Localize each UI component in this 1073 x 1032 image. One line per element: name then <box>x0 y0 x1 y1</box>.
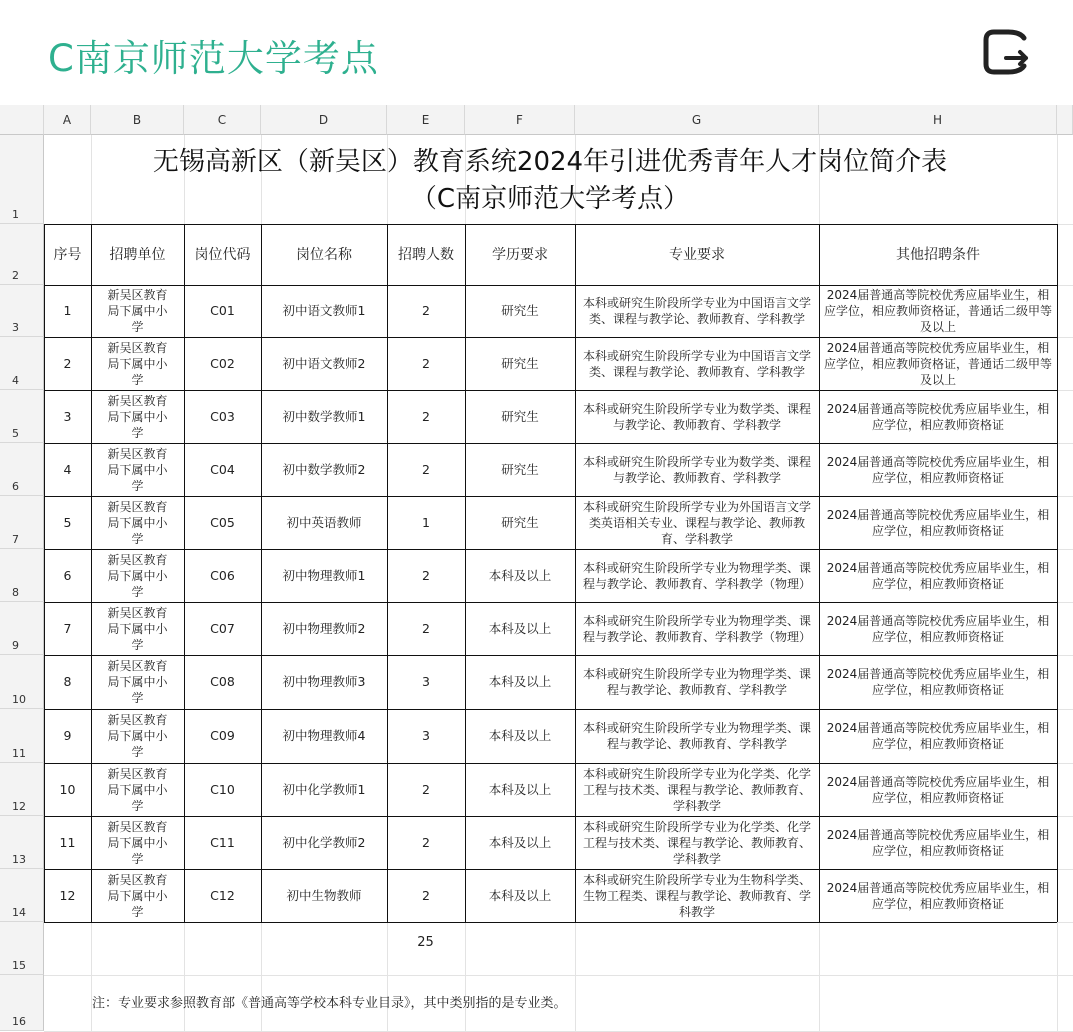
row-header-3[interactable] <box>0 285 44 337</box>
row-number: 6 <box>12 480 19 493</box>
table-border <box>1057 224 1058 922</box>
table-cell[interactable]: 初中英语教师 <box>286 514 362 530</box>
row-number: 1 <box>12 208 19 221</box>
table-cell[interactable]: 本科或研究生阶段所学专业为数学类、课程与教学论、教师教育、学科教学 <box>582 401 811 432</box>
row-header-5[interactable] <box>0 390 44 443</box>
table-border <box>44 549 1057 550</box>
table-cell[interactable]: 初中物理教师1 <box>282 567 366 583</box>
table-cell[interactable]: 初中物理教师4 <box>282 728 366 743</box>
table-cell[interactable]: 本科及以上 <box>488 567 552 583</box>
table-cell[interactable]: 研究生 <box>501 303 539 318</box>
row-number: 8 <box>12 586 19 599</box>
table-header-cell[interactable]: 序号 <box>53 246 82 263</box>
column-header-blank <box>1057 105 1073 135</box>
table-cell[interactable]: 3 <box>422 728 430 743</box>
column-header-a[interactable]: A <box>44 105 91 135</box>
table-cell[interactable]: 2 <box>422 355 430 371</box>
table-cell[interactable]: 初中数学教师1 <box>282 408 366 424</box>
table-cell[interactable]: 新吴区教育局下属中小学 <box>107 340 168 387</box>
table-border <box>44 224 45 922</box>
table-border <box>44 922 1057 923</box>
row-header-13[interactable] <box>0 816 44 869</box>
row-header-7[interactable] <box>0 496 44 549</box>
table-border <box>44 285 1057 286</box>
table-cell[interactable]: 10 <box>59 781 76 797</box>
table-cell[interactable]: C01 <box>210 303 235 318</box>
table-cell[interactable]: 本科或研究生阶段所学专业为物理学类、课程与教学论、教师教育、学科教学 <box>582 667 811 697</box>
table-header-cell[interactable]: 其他招聘条件 <box>896 246 980 263</box>
table-cell[interactable]: 5 <box>63 514 72 530</box>
table-cell[interactable]: 新吴区教育局下属中小学 <box>107 819 168 866</box>
table-cell[interactable]: 研究生 <box>501 408 539 424</box>
table-cell[interactable]: 新吴区教育局下属中小学 <box>107 713 168 759</box>
table-cell[interactable]: C05 <box>210 514 235 530</box>
table-cell[interactable]: 初中物理教师3 <box>282 674 366 689</box>
sheet-subtitle: （C南京师范大学考点） <box>410 184 690 214</box>
table-cell[interactable]: 新吴区教育局下属中小学 <box>107 288 168 334</box>
column-header-e[interactable]: E <box>387 105 465 135</box>
table-header-cell[interactable]: 学历要求 <box>492 246 548 263</box>
table-cell[interactable]: 8 <box>63 674 72 689</box>
table-cell[interactable]: 研究生 <box>501 355 539 371</box>
row-number: 13 <box>12 853 26 866</box>
table-cell[interactable]: 新吴区教育局下属中小学 <box>107 393 168 440</box>
row-header-9[interactable] <box>0 602 44 655</box>
total-count[interactable]: 25 <box>417 935 434 950</box>
table-cell[interactable]: 本科或研究生阶段所学专业为中国语言文学类、课程与教学论、教师教育、学科教学 <box>582 348 811 379</box>
row-header-6[interactable] <box>0 443 44 496</box>
table-border <box>44 224 1057 225</box>
row-number: 2 <box>12 269 19 282</box>
row-number: 15 <box>12 959 26 972</box>
row-number: 16 <box>12 1015 26 1028</box>
table-border <box>44 496 1057 497</box>
table-cell[interactable]: 2 <box>422 567 430 583</box>
table-cell[interactable]: 本科或研究生阶段所学专业为物理学类、课程与教学论、教师教育、学科教学 <box>582 721 811 751</box>
table-cell[interactable]: C09 <box>210 728 235 743</box>
table-cell[interactable]: 2024届普通高等院校优秀应届毕业生，相应学位，相应教师资格证 <box>826 667 1050 697</box>
table-cell[interactable]: 9 <box>63 728 72 743</box>
table-cell[interactable]: 1 <box>422 514 430 530</box>
top-bar <box>0 0 1073 105</box>
table-cell[interactable]: 本科及以上 <box>488 887 552 903</box>
table-cell[interactable]: 本科及以上 <box>488 781 552 797</box>
table-border <box>184 224 185 922</box>
table-cell[interactable]: 7 <box>63 620 72 636</box>
column-header-g[interactable]: G <box>575 105 819 135</box>
table-border <box>261 224 262 922</box>
row-number: 12 <box>12 800 26 813</box>
table-border <box>465 224 466 922</box>
column-header-f[interactable]: F <box>465 105 575 135</box>
table-cell[interactable]: 初中生物教师 <box>286 887 362 903</box>
table-border <box>44 443 1057 444</box>
exit-icon <box>980 26 1032 78</box>
table-cell[interactable]: 初中物理教师2 <box>282 620 366 636</box>
table-cell[interactable]: 初中语文教师2 <box>282 355 366 371</box>
row-header-1[interactable] <box>0 135 44 224</box>
table-cell[interactable]: 2 <box>422 408 430 424</box>
table-cell[interactable]: 本科及以上 <box>488 674 552 689</box>
row-number: 11 <box>12 747 26 760</box>
table-cell[interactable]: 1 <box>63 303 72 318</box>
table-cell[interactable]: C07 <box>210 620 235 636</box>
table-border <box>44 655 1057 656</box>
table-cell[interactable]: 研究生 <box>501 514 539 530</box>
table-cell[interactable]: 本科及以上 <box>488 620 552 636</box>
table-border <box>44 763 1057 764</box>
table-cell[interactable]: 2024届普通高等院校优秀应届毕业生，相应学位，相应教师资格证 <box>826 560 1050 591</box>
table-cell[interactable]: 本科或研究生阶段所学专业为物理学类、课程与教学论、教师教育、学科教学（物理） <box>582 560 811 591</box>
table-cell[interactable]: 3 <box>422 674 430 689</box>
table-border <box>44 337 1057 338</box>
table-cell[interactable]: C03 <box>210 408 235 424</box>
table-cell[interactable]: 2 <box>422 887 430 903</box>
table-header-cell[interactable]: 招聘单位 <box>109 246 166 263</box>
footnote[interactable]: 注：专业要求参照教育部《普通高等学校本科专业目录》，其中类别指的是专业类。 <box>92 996 567 1011</box>
table-header-cell[interactable]: 专业要求 <box>669 246 725 263</box>
row-header-2[interactable] <box>0 224 44 285</box>
table-cell[interactable]: 2 <box>422 303 430 318</box>
row-header-15[interactable] <box>0 922 44 975</box>
row-number: 10 <box>12 693 26 706</box>
table-cell[interactable]: 2024届普通高等院校优秀应届毕业生，相应学位，相应教师资格证 <box>826 827 1050 858</box>
table-border <box>387 224 388 922</box>
table-cell[interactable]: 11 <box>59 834 76 850</box>
row-number: 7 <box>12 533 19 546</box>
table-cell[interactable]: 本科或研究生阶段所学专业为中国语言文学类、课程与教学论、教师教育、学科教学 <box>582 296 811 326</box>
table-cell[interactable]: 本科或研究生阶段所学专业为物理学类、课程与教学论、教师教育、学科教学（物理） <box>582 613 811 644</box>
spreadsheet[interactable] <box>0 105 1073 1031</box>
table-cell[interactable]: C11 <box>210 834 235 850</box>
row-header-16[interactable] <box>0 975 44 1031</box>
table-cell[interactable]: 2 <box>63 355 72 371</box>
table-border <box>819 224 820 922</box>
table-cell[interactable]: 2 <box>422 620 430 636</box>
table-cell[interactable]: 新吴区教育局下属中小学 <box>107 446 168 493</box>
table-border <box>575 224 576 922</box>
row-header-14[interactable] <box>0 869 44 922</box>
table-cell[interactable]: 2 <box>422 461 430 477</box>
column-header-d[interactable]: D <box>261 105 387 135</box>
row-header-11[interactable] <box>0 709 44 763</box>
table-cell[interactable]: 2 <box>422 834 430 850</box>
table-cell[interactable]: 新吴区教育局下属中小学 <box>107 499 168 546</box>
table-cell[interactable]: C06 <box>210 567 235 583</box>
table-border <box>44 869 1057 870</box>
column-header-h[interactable]: H <box>819 105 1057 135</box>
table-cell[interactable]: 2 <box>422 781 430 797</box>
table-cell[interactable]: 研究生 <box>501 461 539 477</box>
row-number: 14 <box>12 906 26 919</box>
table-border <box>44 602 1057 603</box>
table-cell[interactable]: 初中化学教师2 <box>282 834 366 850</box>
table-cell[interactable]: 本科或研究生阶段所学专业为生物科学类、生物工程类、课程与教学论、教师教育、学科教学 <box>582 872 811 919</box>
table-header-cell[interactable]: 招聘人数 <box>398 246 454 263</box>
row-number: 4 <box>12 374 19 387</box>
table-cell[interactable]: C08 <box>210 674 235 689</box>
select-all-corner[interactable] <box>0 105 44 135</box>
table-cell[interactable]: 2024届普通高等院校优秀应届毕业生，相应学位，相应教师资格证，普通话二级甲等及以上 <box>823 340 1052 387</box>
row-number: 5 <box>12 427 19 440</box>
app-title: C南京师范大学考点 <box>48 37 379 80</box>
table-cell[interactable]: 新吴区教育局下属中小学 <box>107 872 168 919</box>
table-header-cell[interactable]: 岗位名称 <box>296 246 352 263</box>
gridline <box>44 975 1073 976</box>
table-cell[interactable]: 新吴区教育局下属中小学 <box>107 659 168 705</box>
column-header-c[interactable]: C <box>184 105 261 135</box>
table-cell[interactable]: 本科或研究生阶段所学专业为数学类、课程与教学论、教师教育、学科教学 <box>582 454 811 485</box>
table-border <box>44 390 1057 391</box>
table-cell[interactable]: C10 <box>210 781 235 797</box>
table-cell[interactable]: 2024届普通高等院校优秀应届毕业生，相应学位，相应教师资格证，普通话二级甲等及以上 <box>823 288 1052 334</box>
column-header-b[interactable]: B <box>91 105 184 135</box>
table-cell[interactable]: 3 <box>63 408 72 424</box>
table-cell[interactable]: 本科及以上 <box>488 834 552 850</box>
table-cell[interactable]: 6 <box>63 567 72 583</box>
table-cell[interactable]: 新吴区教育局下属中小学 <box>107 605 168 652</box>
table-cell[interactable]: 初中语文教师1 <box>282 303 366 318</box>
table-cell[interactable]: 新吴区教育局下属中小学 <box>107 766 168 813</box>
table-cell[interactable]: C12 <box>210 887 235 903</box>
row-header-4[interactable] <box>0 337 44 390</box>
row-header-8[interactable] <box>0 549 44 602</box>
table-border <box>44 709 1057 710</box>
table-cell[interactable]: 2024届普通高等院校优秀应届毕业生，相应学位，相应教师资格证 <box>826 774 1050 805</box>
table-header-cell[interactable]: 岗位代码 <box>194 246 251 263</box>
table-cell[interactable]: 2024届普通高等院校优秀应届毕业生，相应学位，相应教师资格证 <box>826 507 1050 538</box>
table-cell[interactable]: C04 <box>210 461 235 477</box>
table-cell[interactable]: 新吴区教育局下属中小学 <box>107 552 168 599</box>
table-cell[interactable]: 初中数学教师2 <box>282 461 366 477</box>
table-border <box>44 816 1057 817</box>
sheet-title: 无锡高新区（新吴区）教育系统2024年引进优秀青年人才岗位简介表 <box>152 147 948 177</box>
table-cell[interactable]: 初中化学教师1 <box>282 781 366 797</box>
table-cell[interactable]: 本科或研究生阶段所学专业为外国语言文学类英语相关专业、课程与教学论、教师教育、学科教学 <box>582 499 811 546</box>
exit-button[interactable] <box>980 26 1032 78</box>
table-border <box>91 224 92 922</box>
table-cell[interactable]: 4 <box>63 461 72 477</box>
table-cell[interactable]: 本科或研究生阶段所学专业为化学类、化学工程与技术类、课程与教学论、教师教育、学科教学 <box>582 819 811 866</box>
table-cell[interactable]: 2024届普通高等院校优秀应届毕业生，相应学位，相应教师资格证 <box>826 401 1050 432</box>
table-cell[interactable]: 12 <box>59 887 76 903</box>
row-header-10[interactable] <box>0 655 44 709</box>
table-cell[interactable]: 2024届普通高等院校优秀应届毕业生，相应学位，相应教师资格证 <box>826 454 1050 485</box>
table-cell[interactable]: 2024届普通高等院校优秀应届毕业生，相应学位，相应教师资格证 <box>826 613 1050 644</box>
table-cell[interactable]: 本科或研究生阶段所学专业为化学类、化学工程与技术类、课程与教学论、教师教育、学科教学 <box>582 766 811 813</box>
row-number: 9 <box>12 639 19 652</box>
table-cell[interactable]: 本科及以上 <box>488 728 552 743</box>
table-cell[interactable]: 2024届普通高等院校优秀应届毕业生，相应学位，相应教师资格证 <box>826 880 1050 911</box>
table-cell[interactable]: C02 <box>210 355 235 371</box>
row-number: 3 <box>12 321 19 334</box>
table-cell[interactable]: 2024届普通高等院校优秀应届毕业生，相应学位，相应教师资格证 <box>826 721 1050 751</box>
row-header-12[interactable] <box>0 763 44 816</box>
